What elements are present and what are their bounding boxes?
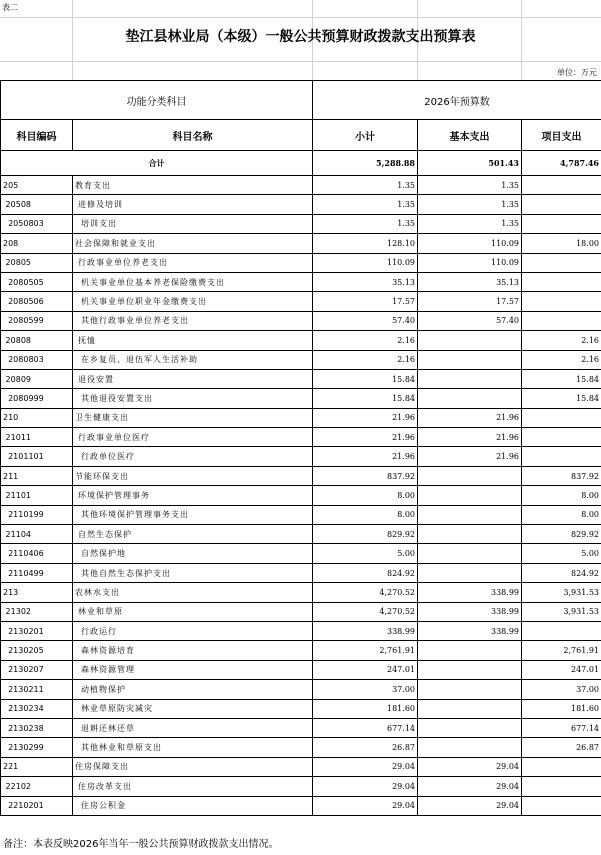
row-basic <box>418 466 522 485</box>
row-code: 2210201 <box>1 796 73 815</box>
row-name: 行政运行 <box>73 621 313 640</box>
row-project: 181.60 <box>522 699 601 718</box>
row-project: 677.14 <box>522 718 601 737</box>
table-row <box>1 525 601 544</box>
row-basic <box>418 544 522 563</box>
row-basic <box>418 486 522 505</box>
footnote: 备注：本表反映2026年当年一般公共预算财政拨款支出情况。 <box>3 839 279 850</box>
row-subtotal: 35.13 <box>313 272 418 291</box>
table-row <box>1 777 601 796</box>
row-project: 8.00 <box>522 505 601 524</box>
row-name: 自然生态保护 <box>73 525 313 544</box>
row-code: 2110499 <box>1 563 73 582</box>
table-row <box>1 680 601 699</box>
table-row <box>1 234 601 253</box>
row-name: 社会保障和就业支出 <box>73 234 313 253</box>
row-name: 住房改革支出 <box>73 777 313 796</box>
row-basic <box>418 680 522 699</box>
row-project: 2.16 <box>522 331 601 350</box>
row-subtotal: 57.40 <box>313 311 418 330</box>
row-name: 行政单位医疗 <box>73 447 313 466</box>
row-name: 动植物保护 <box>73 680 313 699</box>
row-basic <box>418 505 522 524</box>
row-subtotal: 15.84 <box>313 369 418 388</box>
row-basic: 57.40 <box>418 311 522 330</box>
header-subtotal: 小计 <box>313 120 418 151</box>
table-row <box>1 660 601 679</box>
row-basic: 338.99 <box>418 583 522 602</box>
row-subtotal: 2.16 <box>313 331 418 350</box>
row-project <box>522 777 601 796</box>
unit-label: 单位：万元 <box>557 68 597 77</box>
row-subtotal: 1.35 <box>313 214 418 233</box>
row-name: 机关事业单位基本养老保险缴费支出 <box>73 272 313 291</box>
header-project: 项目支出 <box>522 120 601 151</box>
row-project <box>522 292 601 311</box>
row-project: 2,761.91 <box>522 641 601 660</box>
row-basic <box>418 563 522 582</box>
row-code: 208 <box>1 234 73 253</box>
row-subtotal: 110.09 <box>313 253 418 272</box>
row-basic: 21.96 <box>418 428 522 447</box>
row-project: 15.84 <box>522 389 601 408</box>
header-code: 科目编码 <box>1 120 73 151</box>
row-subtotal: 837.92 <box>313 466 418 485</box>
row-basic <box>418 718 522 737</box>
grid-line <box>0 61 601 62</box>
row-name: 卫生健康支出 <box>73 408 313 427</box>
row-subtotal: 21.96 <box>313 447 418 466</box>
row-project <box>522 621 601 640</box>
row-project: 829.92 <box>522 525 601 544</box>
row-code: 2080505 <box>1 272 73 291</box>
row-project: 15.84 <box>522 369 601 388</box>
row-name: 林业和草原 <box>73 602 313 621</box>
row-name: 自然保护地 <box>73 544 313 563</box>
row-name: 森林资源培育 <box>73 641 313 660</box>
table-row <box>1 447 601 466</box>
row-project <box>522 428 601 447</box>
row-project <box>522 757 601 776</box>
row-subtotal: 2,761.91 <box>313 641 418 660</box>
table-row <box>1 331 601 350</box>
row-subtotal: 29.04 <box>313 777 418 796</box>
sheet-label: 表二 <box>2 3 18 12</box>
row-project: 37.00 <box>522 680 601 699</box>
row-project: 824.92 <box>522 563 601 582</box>
header-budget-year: 2026年预算数 <box>313 81 601 120</box>
row-basic <box>418 641 522 660</box>
row-basic: 1.35 <box>418 214 522 233</box>
row-name: 在乡复员、退伍军人生活补助 <box>73 350 313 369</box>
row-code: 21101 <box>1 486 73 505</box>
row-subtotal: 677.14 <box>313 718 418 737</box>
table-row <box>1 253 601 272</box>
row-subtotal: 4,270.52 <box>313 583 418 602</box>
row-subtotal: 2.16 <box>313 350 418 369</box>
row-basic: 29.04 <box>418 796 522 815</box>
table-row <box>1 505 601 524</box>
row-code: 2130234 <box>1 699 73 718</box>
row-subtotal: 15.84 <box>313 389 418 408</box>
row-code: 2130299 <box>1 738 73 757</box>
row-name: 行政事业单位医疗 <box>73 428 313 447</box>
row-code: 205 <box>1 176 73 195</box>
row-subtotal: 824.92 <box>313 563 418 582</box>
table-row <box>1 272 601 291</box>
table-row <box>1 428 601 447</box>
table-row <box>1 369 601 388</box>
row-code: 2050803 <box>1 214 73 233</box>
row-project: 2.16 <box>522 350 601 369</box>
table-row <box>1 311 601 330</box>
row-name: 进修及培训 <box>73 195 313 214</box>
row-code: 210 <box>1 408 73 427</box>
row-subtotal: 829.92 <box>313 525 418 544</box>
row-code: 211 <box>1 466 73 485</box>
table-row <box>1 350 601 369</box>
row-name: 其他自然生态保护支出 <box>73 563 313 582</box>
row-name: 退役安置 <box>73 369 313 388</box>
row-subtotal: 29.04 <box>313 796 418 815</box>
row-code: 21302 <box>1 602 73 621</box>
row-project: 3,931.53 <box>522 602 601 621</box>
table-row <box>1 408 601 427</box>
row-project: 5.00 <box>522 544 601 563</box>
row-basic: 21.96 <box>418 447 522 466</box>
row-code: 2110406 <box>1 544 73 563</box>
table-body <box>1 176 601 816</box>
row-code: 22102 <box>1 777 73 796</box>
row-basic <box>418 350 522 369</box>
row-subtotal: 5.00 <box>313 544 418 563</box>
total-project: 4,787.46 <box>522 151 601 176</box>
row-basic: 1.35 <box>418 195 522 214</box>
row-project: 18.00 <box>522 234 601 253</box>
table-row <box>1 621 601 640</box>
table-row <box>1 544 601 563</box>
row-code: 2110199 <box>1 505 73 524</box>
row-code: 20809 <box>1 369 73 388</box>
row-basic: 338.99 <box>418 621 522 640</box>
row-code: 20805 <box>1 253 73 272</box>
total-subtotal: 5,288.88 <box>313 151 418 176</box>
row-basic <box>418 699 522 718</box>
row-basic <box>418 660 522 679</box>
row-code: 20808 <box>1 331 73 350</box>
row-subtotal: 181.60 <box>313 699 418 718</box>
row-project: 8.00 <box>522 486 601 505</box>
row-name: 其他退役安置支出 <box>73 389 313 408</box>
table-row <box>1 563 601 582</box>
table-row <box>1 738 601 757</box>
budget-table <box>0 80 601 816</box>
row-name: 林业草原防灾减灾 <box>73 699 313 718</box>
row-subtotal: 26.87 <box>313 738 418 757</box>
row-name: 教育支出 <box>73 176 313 195</box>
row-subtotal: 128.10 <box>313 234 418 253</box>
row-name: 森林资源管理 <box>73 660 313 679</box>
row-project <box>522 214 601 233</box>
row-code: 221 <box>1 757 73 776</box>
row-name: 行政事业单位养老支出 <box>73 253 313 272</box>
table-row <box>1 641 601 660</box>
row-basic: 110.09 <box>418 253 522 272</box>
row-name: 退耕还林还草 <box>73 718 313 737</box>
row-subtotal: 1.35 <box>313 176 418 195</box>
row-subtotal: 8.00 <box>313 486 418 505</box>
row-project <box>522 272 601 291</box>
total-label: 合计 <box>1 151 313 176</box>
total-row <box>1 151 601 176</box>
row-code: 21104 <box>1 525 73 544</box>
row-basic: 29.04 <box>418 757 522 776</box>
row-subtotal: 21.96 <box>313 408 418 427</box>
row-project: 837.92 <box>522 466 601 485</box>
row-subtotal: 37.00 <box>313 680 418 699</box>
row-subtotal: 8.00 <box>313 505 418 524</box>
row-subtotal: 29.04 <box>313 757 418 776</box>
row-name: 其他行政事业单位养老支出 <box>73 311 313 330</box>
table-row <box>1 486 601 505</box>
row-project <box>522 796 601 815</box>
table-row <box>1 583 601 602</box>
header-name: 科目名称 <box>73 120 313 151</box>
row-basic: 29.04 <box>418 777 522 796</box>
row-code: 213 <box>1 583 73 602</box>
row-subtotal: 247.01 <box>313 660 418 679</box>
row-code: 2130238 <box>1 718 73 737</box>
row-code: 2080599 <box>1 311 73 330</box>
row-name: 培训支出 <box>73 214 313 233</box>
row-basic <box>418 331 522 350</box>
header-row-1 <box>1 81 601 120</box>
row-code: 2101101 <box>1 447 73 466</box>
table-row <box>1 292 601 311</box>
table-row <box>1 796 601 815</box>
row-project <box>522 253 601 272</box>
row-basic: 110.09 <box>418 234 522 253</box>
row-basic <box>418 738 522 757</box>
row-basic: 17.57 <box>418 292 522 311</box>
table-row <box>1 718 601 737</box>
row-code: 2080803 <box>1 350 73 369</box>
table-row <box>1 466 601 485</box>
row-basic <box>418 369 522 388</box>
row-name: 抚恤 <box>73 331 313 350</box>
row-code: 20508 <box>1 195 73 214</box>
row-code: 21011 <box>1 428 73 447</box>
header-basic: 基本支出 <box>418 120 522 151</box>
row-project: 3,931.53 <box>522 583 601 602</box>
row-code: 2130207 <box>1 660 73 679</box>
row-code: 2130211 <box>1 680 73 699</box>
table-row <box>1 699 601 718</box>
row-name: 农林水支出 <box>73 583 313 602</box>
row-project: 26.87 <box>522 738 601 757</box>
table-row <box>1 176 601 195</box>
row-subtotal: 17.57 <box>313 292 418 311</box>
row-project <box>522 176 601 195</box>
row-subtotal: 21.96 <box>313 428 418 447</box>
row-basic: 35.13 <box>418 272 522 291</box>
total-basic: 501.43 <box>418 151 522 176</box>
row-project: 247.01 <box>522 660 601 679</box>
grid-line <box>0 17 601 18</box>
row-name: 环境保护管理事务 <box>73 486 313 505</box>
row-subtotal: 1.35 <box>313 195 418 214</box>
row-basic: 338.99 <box>418 602 522 621</box>
row-name: 住房公积金 <box>73 796 313 815</box>
row-name: 节能环保支出 <box>73 466 313 485</box>
row-name: 住房保障支出 <box>73 757 313 776</box>
row-basic <box>418 525 522 544</box>
row-basic: 21.96 <box>418 408 522 427</box>
row-project <box>522 447 601 466</box>
row-basic: 1.35 <box>418 176 522 195</box>
row-project <box>522 195 601 214</box>
row-code: 2130205 <box>1 641 73 660</box>
row-code: 2130201 <box>1 621 73 640</box>
row-name: 其他林业和草原支出 <box>73 738 313 757</box>
page-title: 垫江县林业局（本级）一般公共预算财政拨款支出预算表 <box>125 29 476 45</box>
row-project <box>522 408 601 427</box>
row-basic <box>418 389 522 408</box>
row-name: 机关事业单位职业年金缴费支出 <box>73 292 313 311</box>
row-name: 其他环境保护管理事务支出 <box>73 505 313 524</box>
header-func-class: 功能分类科目 <box>1 81 313 120</box>
table-row <box>1 195 601 214</box>
header-row-2 <box>1 120 601 151</box>
table-row <box>1 602 601 621</box>
table-row <box>1 214 601 233</box>
row-code: 2080506 <box>1 292 73 311</box>
table-row <box>1 389 601 408</box>
table-row <box>1 757 601 776</box>
row-code: 2080999 <box>1 389 73 408</box>
row-subtotal: 338.99 <box>313 621 418 640</box>
row-project <box>522 311 601 330</box>
row-subtotal: 4,270.52 <box>313 602 418 621</box>
